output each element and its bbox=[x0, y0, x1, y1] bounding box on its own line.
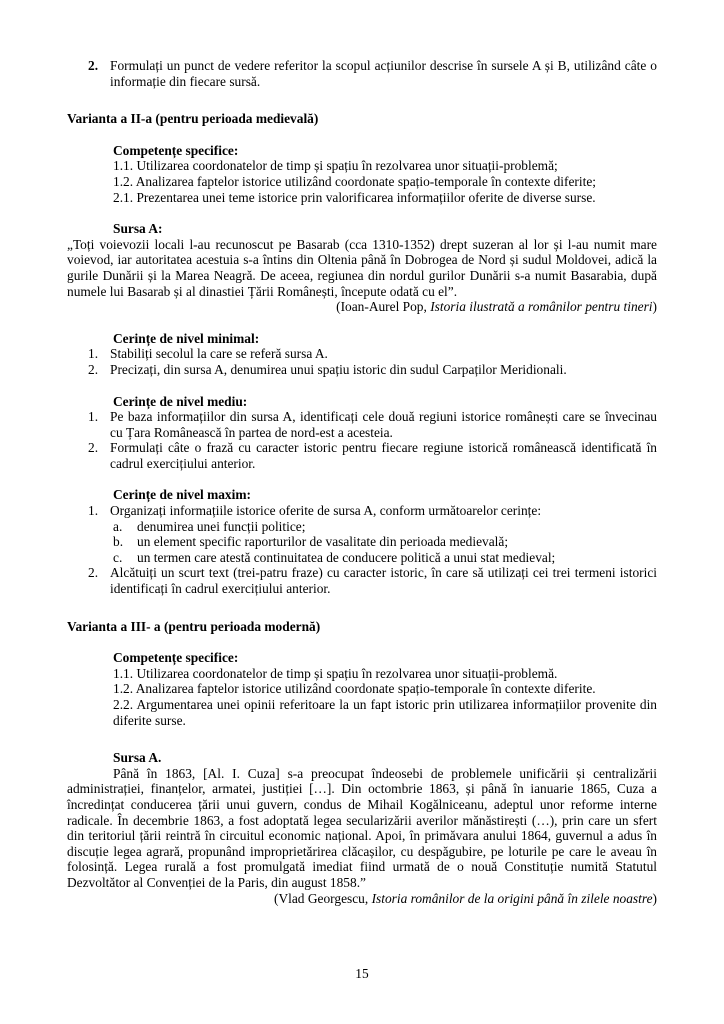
competence-number: 1.1. bbox=[113, 665, 134, 681]
competence-number: 1.2. bbox=[113, 681, 134, 697]
subitem-text: un element specific raporturilor de vasalitate din perioada medievală; bbox=[137, 534, 509, 550]
variant-2-competence-item bbox=[67, 158, 657, 174]
item-text: Precizați, din sursa A, denumirea unui spațiu istoric din sudul Carpaților Meridionali. bbox=[110, 361, 567, 377]
variant-3-source-text: Până în 1863, [Al. I. Cuza] s-a preocupat îndeosebi de problemele unificării și centralizării administrației, finanțelor, armatei, justiției […]. Din octombrie 1863, și până în ianuarie 1865, Cuza a încredințat conducerea țării unui guvern, condus de Mihail Kogălniceanu, adeptul unor reforme interne radicale. În decembrie 1863, a fost adoptată legea secularizării averilor mănăstirești (…), prin care un sfert din teritoriul țării reintră în circuitul economic național. Apoi, în primăvara anului 1864, guvernul a adus în discuție legea agrară, propunând improprietărirea clăcașilor, cu despăgubire, pe loturile pe care le aveau în folosință. Legea rurală a fost promulgată imediat fiind urmată de o nouă Constituție numită Statutul Dezvoltător al Convenției de la Paris, din august 1858.” bbox=[67, 765, 657, 890]
competence-text: Argumentarea unei opinii referitoare la un fapt istoric prin utilizarea informațiilor provenite din diferite surse. bbox=[113, 697, 658, 728]
requirement-item bbox=[67, 565, 657, 596]
item-number: 2. bbox=[88, 361, 99, 377]
variant-2-competences-heading: Competențe specifice: bbox=[113, 142, 239, 158]
attribution-book-title: Istoria românilor de la origini până în zilele noastre bbox=[371, 890, 653, 906]
competence-text: Analizarea faptelor istorice utilizând coordonate spațio-temporale în contexte diferite. bbox=[135, 681, 596, 697]
subitem-letter: c. bbox=[113, 549, 123, 565]
variant-2-source-heading: Sursa A: bbox=[113, 221, 163, 237]
requirement-subitem bbox=[67, 550, 657, 566]
competence-number: 2.1. bbox=[113, 189, 134, 205]
subitem-text: un termen care atestă continuitatea de conducere politică a unui stat medieval; bbox=[137, 549, 556, 565]
item-number: 1. bbox=[88, 409, 99, 425]
variant-3-source-attribution bbox=[67, 891, 657, 907]
subitem-text: denumirea unei funcții politice; bbox=[137, 518, 306, 534]
item-text: Organizați informațiile istorice oferite de sursa A, conform următoarelor cerințe: bbox=[110, 503, 542, 519]
competence-number: 1.2. bbox=[113, 173, 134, 189]
variant-2-source-attribution bbox=[67, 299, 657, 315]
variant-3-competence-item bbox=[67, 666, 657, 682]
attribution-book-title: Istoria ilustrată a românilor pentru tineri bbox=[430, 299, 653, 315]
requirement-item bbox=[67, 440, 657, 471]
variant-2-competence-item bbox=[67, 174, 657, 190]
variant-2-competence-item bbox=[67, 190, 657, 206]
variant-3-competences-heading: Competențe specifice: bbox=[113, 650, 239, 666]
subitem-letter: a. bbox=[113, 518, 123, 534]
variant-2-maxim-heading: Cerințe de nivel maxim: bbox=[113, 487, 251, 503]
competence-number: 1.1. bbox=[113, 158, 134, 174]
exercise-item-number: 2. bbox=[88, 58, 99, 73]
item-text: Formulați câte o frază cu caracter istoric pentru fiecare regiune istorică românească identificată în cadrul exercițiului anterior. bbox=[110, 440, 657, 471]
requirement-item bbox=[67, 503, 657, 519]
attribution-suffix: ) bbox=[652, 299, 657, 315]
requirement-subitem bbox=[67, 519, 657, 535]
page-number: 15 bbox=[355, 966, 369, 982]
competence-text: Analizarea faptelor istorice utilizând coordonate spațio-temporale în contexte diferite; bbox=[135, 173, 596, 189]
item-number: 1. bbox=[88, 346, 99, 362]
exercise-item-2 bbox=[67, 58, 657, 89]
attribution-prefix: (Vlad Georgescu, bbox=[274, 890, 372, 906]
variant-2-mediu-heading: Cerințe de nivel mediu: bbox=[113, 393, 248, 409]
competence-number: 2.2. bbox=[113, 697, 134, 712]
attribution-prefix: (Ioan-Aurel Pop, bbox=[336, 299, 431, 315]
item-text: Alcătuiți un scurt text (trei-patru fraze) cu caracter istoric, în care să utilizați cei trei termeni istorici identificați în cadrul exercițiului anterior. bbox=[110, 565, 657, 597]
competence-text: Prezentarea unei teme istorice prin valorificarea informațiilor oferite de diverse surse. bbox=[136, 189, 596, 205]
subitem-letter: b. bbox=[113, 534, 124, 550]
item-number: 1. bbox=[88, 503, 99, 519]
item-number: 2. bbox=[88, 565, 99, 581]
item-text: Pe baza informațiilor din sursa A, identificați cele două regiuni istorice românești care se învecinau cu Țara Românească în partea de nord-est a acesteia. bbox=[110, 409, 657, 440]
item-text: Stabiliți secolul la care se referă sursa A. bbox=[110, 346, 328, 362]
variant-3-title: Varianta a III- a (pentru perioada modernă) bbox=[67, 618, 321, 634]
variant-3-competence-item bbox=[67, 681, 657, 697]
variant-3-source-heading: Sursa A. bbox=[113, 750, 162, 766]
competence-text: Utilizarea coordonatelor de timp și spațiu în rezolvarea unor situații-problemă; bbox=[136, 158, 558, 174]
variant-2-title: Varianta a II-a (pentru perioada medievală) bbox=[67, 111, 319, 127]
variant-2-minimal-heading: Cerințe de nivel minimal: bbox=[113, 330, 260, 346]
requirement-item bbox=[67, 346, 657, 362]
variant-3-competence-item bbox=[67, 697, 657, 728]
item-number: 2. bbox=[88, 440, 99, 456]
attribution-suffix: ) bbox=[652, 890, 657, 906]
requirement-item bbox=[67, 409, 657, 440]
requirement-item bbox=[67, 362, 657, 378]
exercise-item-text: Formulați un punct de vedere referitor la scopul acțiunilor descrise în sursele A și B, utilizând câte o informație din fiecare sursă. bbox=[110, 58, 657, 89]
competence-text: Utilizarea coordonatelor de timp și spațiu în rezolvarea unor situații-problemă. bbox=[136, 665, 558, 681]
requirement-subitem bbox=[67, 534, 657, 550]
variant-2-source-text: „Toți voievozii locali l-au recunoscut pe Basarab (cca 1310-1352) drept suzeran al lor și l-au numit mare voievod, iar autoritatea acestuia s-a întins din Oltenia până în Dobrogea de Nord și sudul Moldovei, adică la gurile Dunării și la Marea Neagră. De aceea, regiunea din nordul gurilor Dunării s-a numit Basarabia, după numele lui Basarab și al dinastiei Țării Românești, începute odată cu el”. bbox=[67, 236, 657, 299]
